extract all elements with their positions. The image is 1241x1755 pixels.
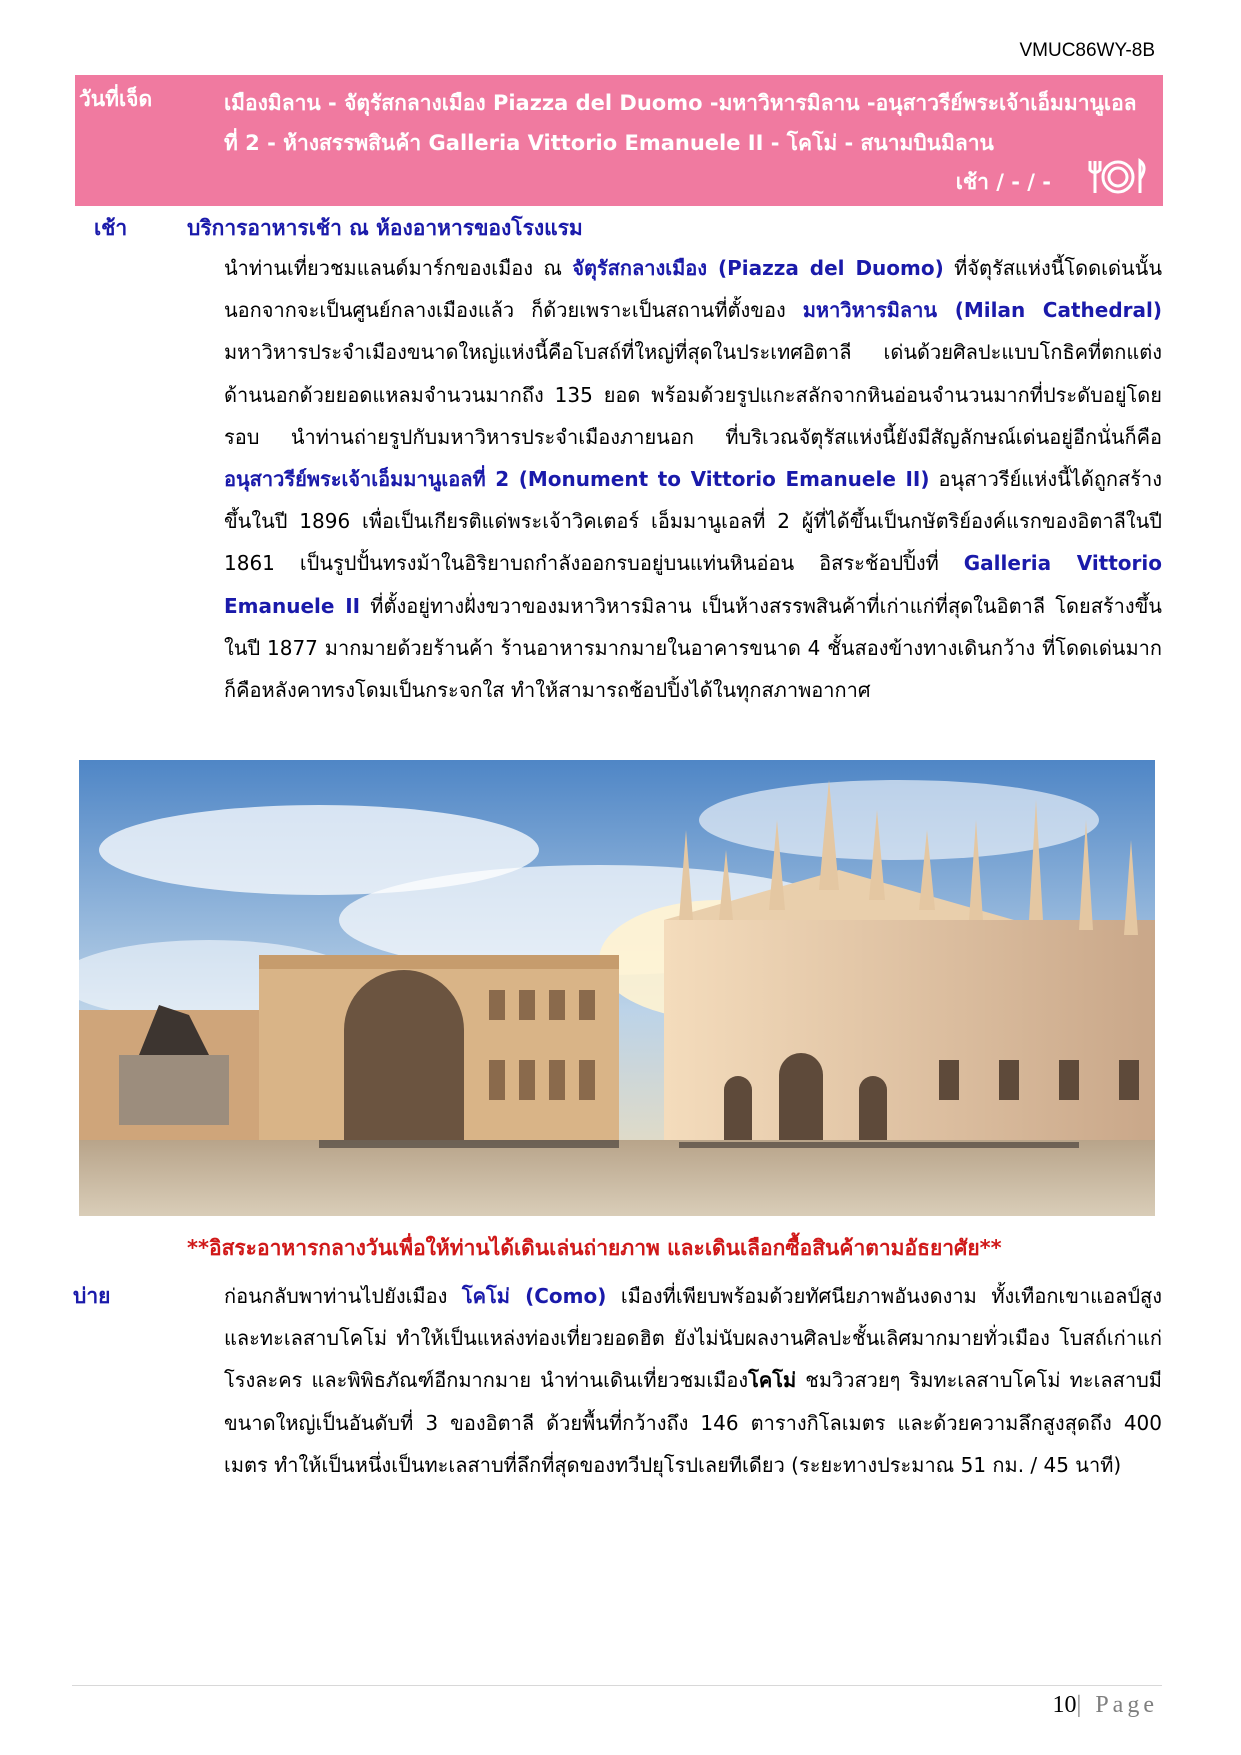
como-highlight: โคโม่ (Como) [461,1284,607,1308]
page-footer [1053,1692,1158,1719]
page-label: | Page [1076,1692,1158,1718]
page-number: 10 [1052,1692,1077,1718]
day-route: เมืองมิลาน - จัตุรัสกลางเมือง Piazza del Duomo -มหาวิหารมิลาน -อนุสาวรีย์พระเจ้าเอ็มมานูเอลที่ 2 - ห้างสรรพสินค้า Galleria Vittorio Emanuele II - โคโม่ - สนามบินมิลาน [224,91,1137,155]
breakfast-line: บริการอาหารเช้า ณ ห้องอาหารของโรงแรม [187,216,583,240]
galleria-highlight: Galleria Vittorio Emanuele II [224,551,1163,618]
meals-summary: เช้า / - / - [955,170,1051,194]
afternoon-paragraph: ก่อนกลับพาท่านไปยังเมือง โคโม่ (Como) เมืองที่เพียบพร้อมด้วยทัศนียภาพอันงดงาม ทั้งเทือกเขาแอลป์สูง และทะเลสาบโคโม่ ทำให้เป็นแหล่งท่องเที่ยวยอดฮิต ยังไม่นับผลงานศิลปะชั้นเลิศมากมายทั่วเมือง โบสถ์เก่าแก่ โรงละคร และพิพิธภัณฑ์อีกมากมาย นำท่านเดินเที่ยวชมเมืองโคโม่ ชมวิวสวยๆ ริมทะเลสาบโคโม่ ทะเลสาบมีขนาดใหญ่เป็นอันดับที่ 3 ของอิตาลี ด้วยพื้นที่กว้างถึง 146 ตารางกิโลเมตร และด้วยความลึกสูงสุดถึง 400 เมตร ทำให้เป็นหนึ่งเป็นทะเลสาบที่ลึกที่สุดของทวีปยุโรปเลยทีเดียว (ระยะทางประมาณ 51 กม. / 45 นาที) [224,1284,1162,1477]
plate-fork-knife-icon [1085,157,1151,197]
document-code: VMUC86WY-8B [1019,40,1155,61]
monument-highlight: อนุสาวรีย์พระเจ้าเอ็มมานูเอลที่ 2 (Monument to Vittorio Emanuele II) [224,467,930,492]
day-label: วันที่เจ็ด [79,87,153,111]
day-header [75,75,1163,206]
afternoon-label: บ่าย [73,1284,111,1308]
como-bold: โคโม่ [748,1368,797,1393]
morning-paragraph: นำท่านเที่ยวชมแลนด์มาร์กของเมือง ณ จัตุรัสกลางเมือง (Piazza del Duomo) ที่จัตุรัสแห่งนี้โดดเด่นนั้นนอกจากจะเป็นศูนย์กลางเมืองแล้ว ก็ด้วยเพราะเป็นสถานที่ตั้งของ มหาวิหารมิลาน (Milan Cathedral) มหาวิหารประจำเมืองขนาดใหญ่แห่งนี้คือโบสถ์ที่ใหญ่ที่สุดในประเทศอิตาลี เด่นด้วยศิลปะแบบโกธิคที่ตกแต่งด้านนอกด้วยยอดแหลมจำนวนมากถึง 135 ยอด พร้อมด้วยรูปแกะสลักจากหินอ่อนจำนวนมากที่ประดับอยู่โดยรอบ นำท่านถ่ายรูปกับมหาวิหารประจำเมืองภายนอก ที่บริเวณจัตุรัสแห่งนี้ยังมีสัญลักษณ์เด่นอยู่อีกนั่นก็คือ อนุสาวรีย์พระเจ้าเอ็มมานูเอลที่ 2 (Monument to Vittorio Emanuele II) อนุสาวรีย์แห่งนี้ได้ถูกสร้างขึ้นในปี 1896 เพื่อเป็นเกียรติแด่พระเจ้าวิคเตอร์ เอ็มมานูเอลที่ 2 ผู้ที่ได้ขึ้นเป็นกษัตริย์องค์แรกของอิตาลีในปี 1861 เป็นรูปปั้นทรงม้าในอิริยาบถกำลังออกรบอยู่บนแท่นหินอ่อน อิสระช้อปปิ้งที่ Galleria Vittorio Emanuele II ที่ตั้งอยู่ทางฝั่งขวาของมหาวิหารมิลาน เป็นห้างสรรพสินค้าที่เก่าแก่ที่สุดในอิตาลี โดยสร้างขึ้นในปี 1877 มากมายด้วยร้านค้า ร้านอาหารมากมายในอาคารขนาด 4 ชั้นสองข้างทางเดินกว้าง ที่โดดเด่นมากก็คือหลังคาทรงโดมเป็นกระจกใส ทำให้สามารถช้อปปิ้งได้ในทุกสภาพอากาศ [224,256,1163,703]
morning-label: เช้า [94,216,128,240]
footer-divider [72,1685,1162,1686]
milan-duomo-photo [79,760,1155,1216]
lunch-note: **อิสระอาหารกลางวันเพื่อให้ท่านได้เดินเล่นถ่ายภาพ และเดินเลือกซื้อสินค้าตามอัธยาศัย** [187,1236,1002,1260]
cathedral-highlight: มหาวิหารมิลาน (Milan Cathedral) [802,298,1162,323]
piazza-highlight: จัตุรัสกลางเมือง (Piazza del Duomo) [572,256,944,280]
